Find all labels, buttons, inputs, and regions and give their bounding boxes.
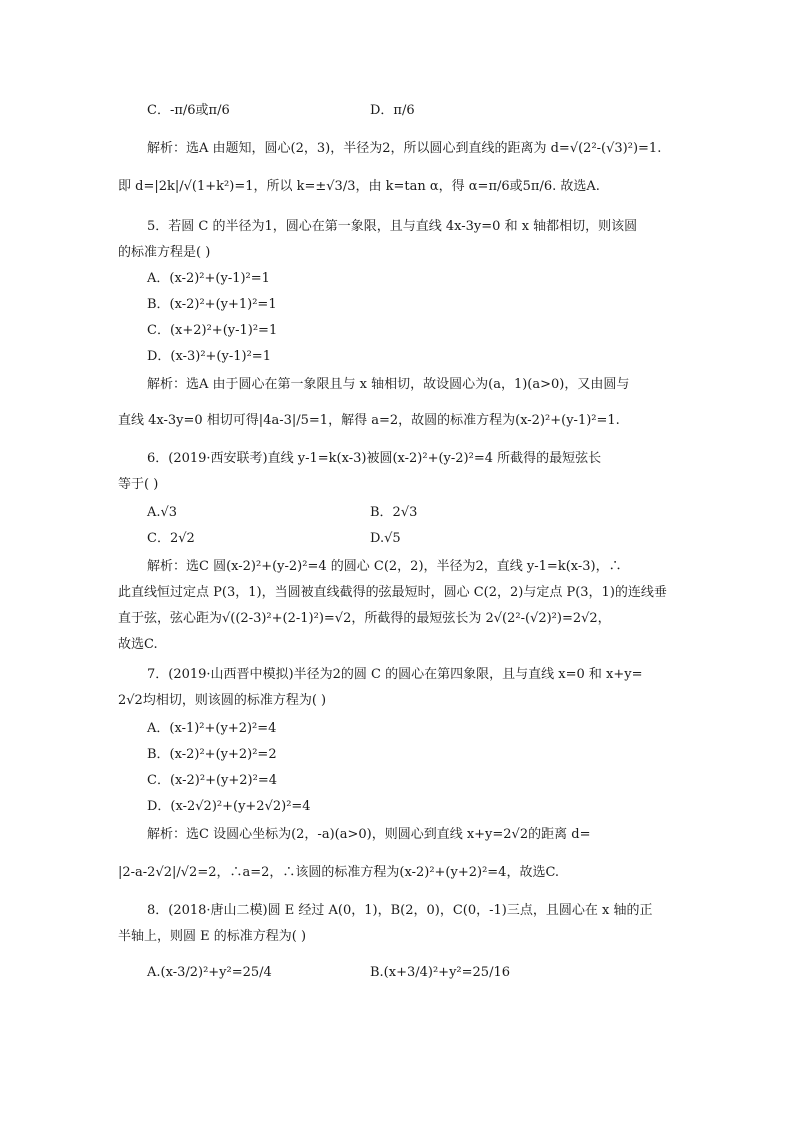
q7-solution-line-2: |2-a-2√2|/√2=2，∴a=2，∴该圆的标准方程为(x-2)²+(y+2)²=4，故选C. [118, 865, 560, 880]
q7-stem-line-1: 7．(2019·山西晋中模拟)半径为2的圆 C 的圆心在第四象限，且与直线 x=0 和 x+y= [147, 667, 643, 682]
q6-stem-line-2: 等于( ) [118, 477, 159, 492]
q7-option-a: A．(x-1)²+(y+2)²=4 [147, 721, 277, 736]
q4-option-d: D．π/6 [370, 103, 415, 118]
q7-stem-line-2: 2√2均相切，则该圆的标准方程为( ) [118, 693, 327, 708]
q4-solution-line-2: 即 d=|2k|/√(1+k²)=1，所以 k=±√3/3，由 k=tan α，得 α=π/6或5π/6. 故选A. [118, 179, 600, 194]
q7-solution-line-1: 解析：选C 设圆心坐标为(2，-a)(a>0)，则圆心到直线 x+y=2√2的距离 d= [147, 827, 591, 842]
q4-option-c: C．-π/6或π/6 [147, 103, 230, 118]
q6-option-b: B．2√3 [370, 505, 418, 520]
q6-stem-line-1: 6．(2019·西安联考)直线 y-1=k(x-3)被圆(x-2)²+(y-2)²=4 所截得的最短弦长 [147, 451, 602, 466]
q5-option-d: D．(x-3)²+(y-1)²=1 [147, 349, 271, 364]
q8-option-a: A.(x-3/2)²+y²=25/4 [147, 965, 272, 980]
q6-option-d: D.√5 [370, 531, 401, 546]
q6-solution-line-2: 此直线恒过定点 P(3，1)，当圆被直线截得的弦最短时，圆心 C(2，2)与定点 P(3，1)的连线垂 [118, 585, 667, 600]
q5-stem-line-1: 5．若圆 C 的半径为1，圆心在第一象限，且与直线 4x-3y=0 和 x 轴都相切，则该圆 [147, 219, 638, 234]
q5-solution-line-1: 解析：选A 由于圆心在第一象限且与 x 轴相切，故设圆心为(a，1)(a>0)，又由圆与 [147, 377, 630, 392]
q5-option-b: B．(x-2)²+(y+1)²=1 [147, 297, 277, 312]
q6-solution-line-1: 解析：选C 圆(x-2)²+(y-2)²=4 的圆心 C(2，2)，半径为2，直线 y-1=k(x-3)，∴ [147, 559, 622, 574]
q6-solution-line-4: 故选C. [118, 637, 158, 652]
q5-option-a: A．(x-2)²+(y-1)²=1 [147, 271, 270, 286]
q7-option-b: B．(x-2)²+(y+2)²=2 [147, 747, 277, 762]
q8-option-b: B.(x+3/4)²+y²=25/16 [370, 965, 510, 980]
q6-solution-line-3: 直于弦，弦心距为√((2-3)²+(2-1)²)=√2，所截得的最短弦长为 2√(2²-(√2)²)=2√2， [118, 611, 611, 626]
q7-option-d: D．(x-2√2)²+(y+2√2)²=4 [147, 799, 311, 814]
q5-option-c: C．(x+2)²+(y-1)²=1 [147, 323, 278, 338]
q7-option-c: C．(x-2)²+(y+2)²=4 [147, 773, 277, 788]
q8-stem-line-2: 半轴上，则圆 E 的标准方程为( ) [118, 929, 307, 944]
q5-solution-line-2: 直线 4x-3y=0 相切可得|4a-3|/5=1，解得 a=2，故圆的标准方程为(x-2)²+(y-1)²=1. [118, 413, 620, 428]
q6-option-a: A.√3 [147, 505, 178, 520]
q5-stem-line-2: 的标准方程是( ) [118, 245, 211, 260]
q6-option-c: C．2√2 [147, 531, 195, 546]
q4-solution-line-1: 解析：选A 由题知，圆心(2，3)，半径为2，所以圆心到直线的距离为 d=√(2²-(√3)²)=1. [147, 141, 662, 156]
q8-stem-line-1: 8．(2018·唐山二模)圆 E 经过 A(0，1)，B(2，0)，C(0，-1)三点，且圆心在 x 轴的正 [147, 903, 653, 918]
